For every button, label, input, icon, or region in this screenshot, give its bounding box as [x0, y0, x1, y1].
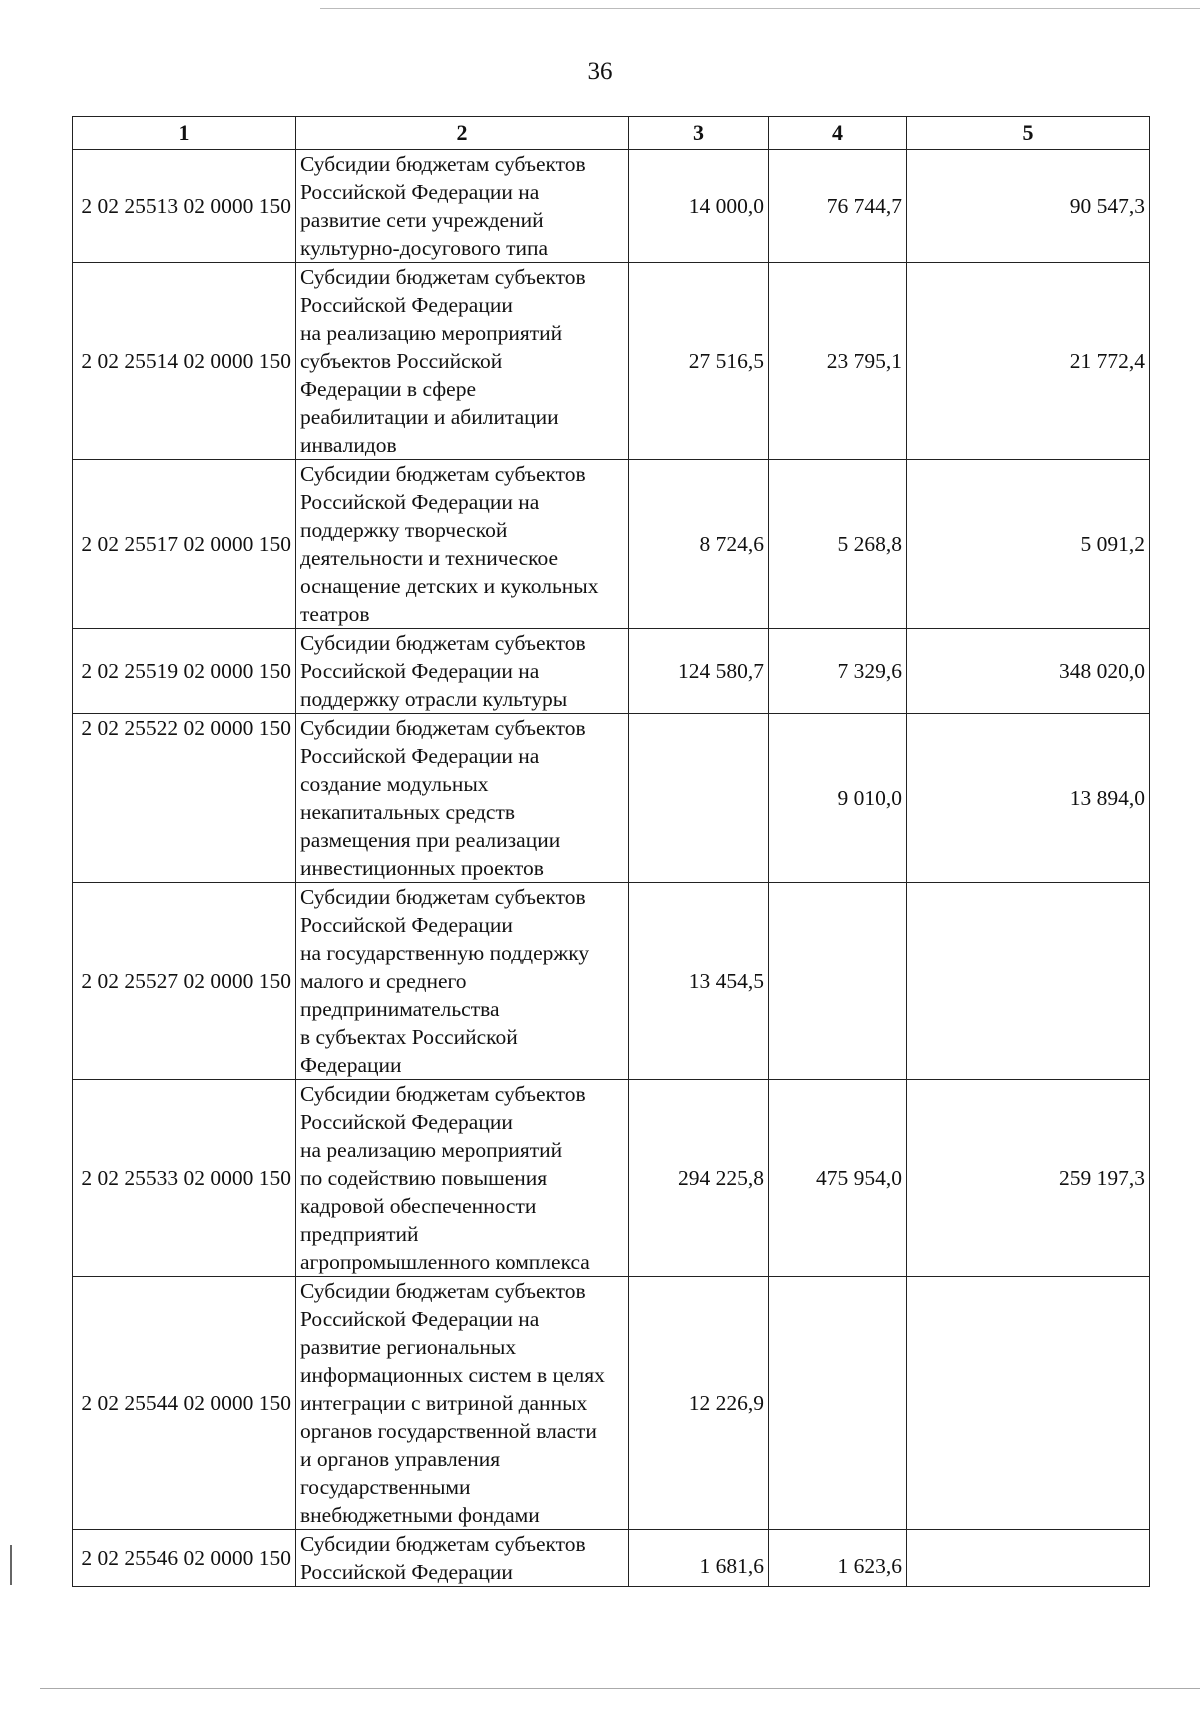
table-row — [73, 714, 1150, 883]
row-description: Субсидии бюджетам субъектов Российской Федерации на поддержку творческой деятельности и техническое оснащение детских и кукольных театров — [296, 460, 629, 629]
row-value-col5: 90 547,3 — [907, 150, 1150, 263]
row-value-col3: 294 225,8 — [629, 1080, 769, 1277]
row-code: 2 02 25546 02 0000 150 — [73, 1530, 296, 1587]
row-code: 2 02 25517 02 0000 150 — [73, 460, 296, 629]
row-value-col5 — [907, 1277, 1150, 1530]
table-row — [73, 1277, 1150, 1530]
row-value-col5: 348 020,0 — [907, 629, 1150, 714]
row-value-col5: 259 197,3 — [907, 1080, 1150, 1277]
row-value-col3 — [629, 714, 769, 883]
table-row — [73, 460, 1150, 629]
page-number: 36 — [587, 58, 613, 85]
table-row — [73, 1530, 1150, 1587]
column-header-3: 3 — [629, 117, 769, 150]
row-value-col4: 5 268,8 — [769, 460, 907, 629]
scan-edge-left — [10, 1545, 12, 1585]
row-code: 2 02 25533 02 0000 150 — [73, 1080, 296, 1277]
row-description: Субсидии бюджетам субъектов Российской Федерации на развитие сети учреждений культурно-досугового типа — [296, 150, 629, 263]
row-code: 2 02 25519 02 0000 150 — [73, 629, 296, 714]
row-value-col5: 21 772,4 — [907, 263, 1150, 460]
table-header-row — [73, 117, 1150, 150]
row-value-col4: 23 795,1 — [769, 263, 907, 460]
row-description: Субсидии бюджетам субъектов Российской Федерации на развитие региональных информационных систем в целях интеграции с витриной данных органов государственной власти и органов управления государственными внебюджетными фондами — [296, 1277, 629, 1530]
row-value-col4: 475 954,0 — [769, 1080, 907, 1277]
row-code: 2 02 25522 02 0000 150 — [73, 714, 296, 883]
row-description: Субсидии бюджетам субъектов Российской Федерации на реализацию мероприятий субъектов Российской Федерации в сфере реабилитации и абилитации инвалидов — [296, 263, 629, 460]
table-row — [73, 629, 1150, 714]
scan-edge-top — [320, 8, 1200, 9]
row-code: 2 02 25514 02 0000 150 — [73, 263, 296, 460]
row-code: 2 02 25513 02 0000 150 — [73, 150, 296, 263]
row-value-col3: 8 724,6 — [629, 460, 769, 629]
budget-table — [72, 116, 1150, 1587]
row-description: Субсидии бюджетам субъектов Российской Федерации на государственную поддержку малого и среднего предпринимательства в субъектах Российской Федерации — [296, 883, 629, 1080]
row-code: 2 02 25527 02 0000 150 — [73, 883, 296, 1080]
row-value-col4: 7 329,6 — [769, 629, 907, 714]
row-value-col4 — [769, 883, 907, 1080]
row-value-col3: 27 516,5 — [629, 263, 769, 460]
row-value-col3: 13 454,5 — [629, 883, 769, 1080]
row-description: Субсидии бюджетам субъектов Российской Федерации на поддержку отрасли культуры — [296, 629, 629, 714]
column-header-1: 1 — [73, 117, 296, 150]
row-value-col5 — [907, 883, 1150, 1080]
row-description: Субсидии бюджетам субъектов Российской Федерации на создание модульных некапитальных средств размещения при реализации инвестиционных проектов — [296, 714, 629, 883]
table-row — [73, 263, 1150, 460]
table-row — [73, 883, 1150, 1080]
table-row — [73, 150, 1150, 263]
column-header-2: 2 — [296, 117, 629, 150]
row-value-col4: 1 623,6 — [769, 1530, 907, 1587]
column-header-5: 5 — [907, 117, 1150, 150]
row-description: Субсидии бюджетам субъектов Российской Федерации на реализацию мероприятий по содействию повышения кадровой обеспеченности предприятий агропромышленного комплекса — [296, 1080, 629, 1277]
scan-edge-bottom — [40, 1688, 1200, 1689]
row-value-col5 — [907, 1530, 1150, 1587]
row-value-col5: 13 894,0 — [907, 714, 1150, 883]
row-value-col4: 9 010,0 — [769, 714, 907, 883]
row-code: 2 02 25544 02 0000 150 — [73, 1277, 296, 1530]
row-value-col5: 5 091,2 — [907, 460, 1150, 629]
column-header-4: 4 — [769, 117, 907, 150]
row-value-col3: 14 000,0 — [629, 150, 769, 263]
row-value-col4 — [769, 1277, 907, 1530]
table-row — [73, 1080, 1150, 1277]
row-value-col3: 12 226,9 — [629, 1277, 769, 1530]
row-description: Субсидии бюджетам субъектов Российской Федерации — [296, 1530, 629, 1587]
row-value-col3: 124 580,7 — [629, 629, 769, 714]
row-value-col3: 1 681,6 — [629, 1530, 769, 1587]
row-value-col4: 76 744,7 — [769, 150, 907, 263]
